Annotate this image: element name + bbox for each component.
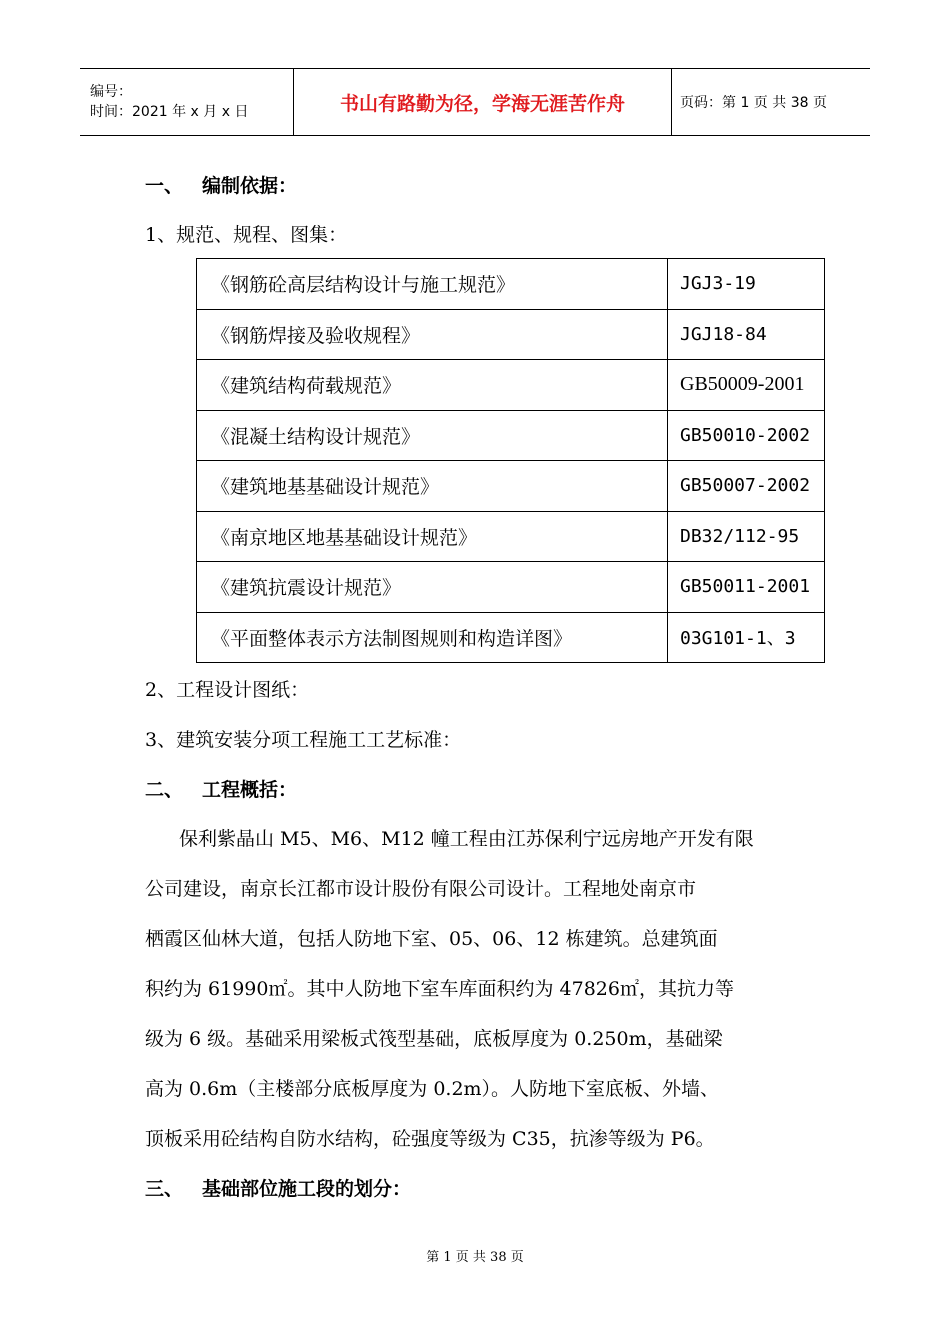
section-2-title: 工程概括： xyxy=(202,779,298,801)
paragraph-line: 顶板采用砼结构自防水结构，砼强度等级为 C35，抗渗等级为 P6。 xyxy=(145,1128,715,1150)
standard-name: 《混凝土结构设计规范》 xyxy=(197,410,668,461)
section-1-title: 编制依据： xyxy=(202,175,298,197)
table-row xyxy=(197,461,825,512)
standard-code: GB50007-2002 xyxy=(668,461,825,512)
standard-code: DB32/112-95 xyxy=(668,511,825,562)
section-1-item-3: 3、建筑安装分项工程施工工艺标准： xyxy=(145,729,462,751)
table-row xyxy=(197,259,825,310)
paragraph-line: 级为 6 级。基础采用梁板式筏型基础，底板厚度为 0.250m，基础梁 xyxy=(145,1028,723,1050)
standard-code: GB50009-2001 xyxy=(668,360,825,411)
table-row xyxy=(197,360,825,411)
standard-name: 《钢筋焊接及验收规程》 xyxy=(197,309,668,360)
standard-code: JGJ3-19 xyxy=(668,259,825,310)
table-row xyxy=(197,511,825,562)
section-2-number: 二、 xyxy=(145,779,184,801)
standard-name: 《建筑地基基础设计规范》 xyxy=(197,461,668,512)
standard-name: 《平面整体表示方法制图规则和构造详图》 xyxy=(197,612,668,663)
section-1-item-2: 2、工程设计图纸： xyxy=(145,679,310,701)
standard-code: 03G101-1、3 xyxy=(668,612,825,663)
paragraph-line: 积约为 61990㎡。其中人防地下室车库面积约为 47826㎡，其抗力等 xyxy=(145,978,734,1000)
table-row xyxy=(197,410,825,461)
section-3-number: 三、 xyxy=(145,1178,184,1200)
section-3-heading xyxy=(145,1177,411,1201)
section-3-title: 基础部位施工段的划分： xyxy=(202,1178,412,1200)
standard-name: 《建筑抗震设计规范》 xyxy=(197,562,668,613)
paragraph-line: 公司建设，南京长江都市设计股份有限公司设计。工程地处南京市 xyxy=(145,878,697,900)
paragraph-line: 栖霞区仙林大道，包括人防地下室、05、06、12 栋建筑。总建筑面 xyxy=(145,928,718,950)
section-1-number: 一、 xyxy=(145,175,184,197)
section-1-heading xyxy=(145,174,297,198)
serial-label: 编号： xyxy=(90,84,132,100)
paragraph-line: 保利紫晶山 M5、M6、M12 幢工程由江苏保利宁远房地产开发有限 xyxy=(179,828,754,850)
section-2-heading xyxy=(145,778,297,802)
standard-name: 《钢筋砼高层结构设计与施工规范》 xyxy=(197,259,668,310)
standard-code: GB50010-2002 xyxy=(668,410,825,461)
table-row xyxy=(197,562,825,613)
table-row xyxy=(197,309,825,360)
time-label: 时间：2021 年 x 月 x 日 xyxy=(90,104,249,120)
section-1-item-1: 1、规范、规程、图集： xyxy=(145,224,348,246)
standards-table xyxy=(196,258,825,663)
header-meta xyxy=(80,69,294,136)
page-header xyxy=(80,68,870,136)
table-row xyxy=(197,612,825,663)
standard-name: 《南京地区地基基础设计规范》 xyxy=(197,511,668,562)
standard-code: JGJ18-84 xyxy=(668,309,825,360)
project-overview-paragraph xyxy=(145,814,805,1164)
header-page-info: 页码：第 1 页 共 38 页 xyxy=(672,69,871,136)
page-footer: 第 1 页 共 38 页 xyxy=(426,1250,524,1265)
standard-name: 《建筑结构荷载规范》 xyxy=(197,360,668,411)
standard-code: GB50011-2001 xyxy=(668,562,825,613)
paragraph-line: 高为 0.6m（主楼部分底板厚度为 0.2m）。人防地下室底板、外墙、 xyxy=(145,1078,720,1100)
header-motto: 书山有路勤为径，学海无涯苦作舟 xyxy=(294,69,672,136)
